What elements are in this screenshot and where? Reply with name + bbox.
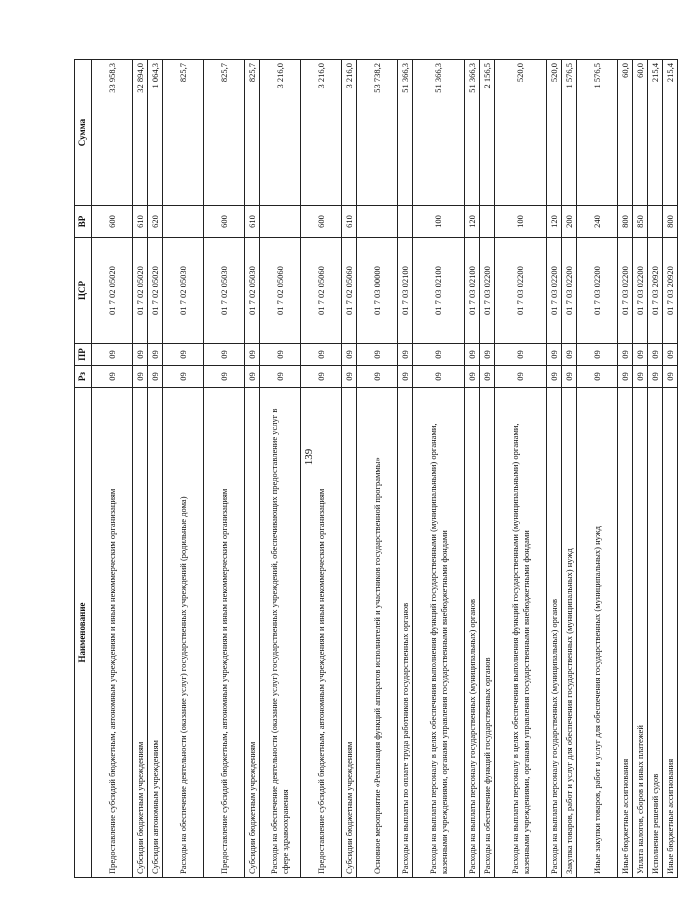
cell-vr: 610	[342, 206, 357, 238]
table-row	[663, 60, 678, 878]
table-row	[260, 60, 301, 878]
cell-name: Расходы на обеспечение деятельности (оказание услуг) государственных учреждений (родильные дома)	[163, 388, 204, 878]
cell-sum: 1 576,5	[577, 60, 618, 206]
table-row	[148, 60, 163, 878]
cell-pr: 09	[547, 344, 562, 366]
cell-rz: 09	[357, 366, 398, 388]
cell-sum: 1 064,3	[148, 60, 163, 206]
cell-csr: 01 7 03 02200	[562, 238, 577, 344]
cell-name: Иные закупки товаров, работ и услуг для обеспечения государственных (муниципальных) нужд	[577, 388, 618, 878]
cell-pr: 09	[618, 344, 633, 366]
cell-csr: 01 7 03 02200	[633, 238, 648, 344]
cell-name: Расходы на выплаты по оплате труда работников государственных органов	[398, 388, 413, 878]
cell-rz: 09	[204, 366, 245, 388]
table-row	[398, 60, 413, 878]
cell-csr: 01 7 03 02200	[547, 238, 562, 344]
table-row	[480, 60, 495, 878]
cell-pr: 09	[480, 344, 495, 366]
table-row	[562, 60, 577, 878]
table-row	[413, 60, 465, 878]
cell-rz: 09	[413, 366, 465, 388]
table-row	[163, 60, 204, 878]
header-name: Наименование	[75, 388, 92, 878]
cell-vr	[480, 206, 495, 238]
cell-vr: 100	[495, 206, 547, 238]
cell-rz: 09	[260, 366, 301, 388]
cell-name: Основное мероприятие «Реализация функций аппаратов исполнителей и участников государственной программы»	[357, 388, 398, 878]
cell-name: Предоставление субсидий бюджетным, автономным учреждениям и иным некоммерческим организациям	[92, 388, 133, 878]
cell-csr: 01 7 03 02100	[398, 238, 413, 344]
cell-name: Расходы на выплаты персоналу государственных (муниципальных) органов	[465, 388, 480, 878]
cell-csr: 01 7 03 02200	[577, 238, 618, 344]
cell-name: Уплата налогов, сборов и иных платежей	[633, 388, 648, 878]
cell-pr: 09	[357, 344, 398, 366]
cell-sum: 825,7	[163, 60, 204, 206]
cell-name: Расходы на обеспечение деятельности (оказание услуг) государственных учреждений, обеспечивающих предоставление услуг в сфере здравоохранения	[260, 388, 301, 878]
table-row	[133, 60, 148, 878]
cell-sum: 520,0	[547, 60, 562, 206]
cell-sum: 3 216,0	[342, 60, 357, 206]
cell-sum: 520,0	[495, 60, 547, 206]
table-row	[204, 60, 245, 878]
cell-name: Субсидии бюджетным учреждениям	[133, 388, 148, 878]
cell-sum: 215,4	[648, 60, 663, 206]
table-row	[92, 60, 133, 878]
cell-vr	[163, 206, 204, 238]
table-row	[301, 60, 342, 878]
cell-name: Субсидии бюджетным учреждениям	[245, 388, 260, 878]
cell-name: Исполнение решений судов	[648, 388, 663, 878]
cell-vr: 120	[547, 206, 562, 238]
cell-rz: 09	[301, 366, 342, 388]
cell-rz: 09	[562, 366, 577, 388]
table-row	[633, 60, 648, 878]
table-row	[648, 60, 663, 878]
cell-csr: 01 7 02 05030	[163, 238, 204, 344]
cell-vr: 100	[413, 206, 465, 238]
table-row	[342, 60, 357, 878]
cell-pr: 09	[342, 344, 357, 366]
cell-sum: 33 958,3	[92, 60, 133, 206]
cell-pr: 09	[398, 344, 413, 366]
cell-csr: 01 7 03 02200	[618, 238, 633, 344]
cell-vr: 600	[92, 206, 133, 238]
rotated-table-wrapper	[74, 60, 675, 878]
cell-pr: 09	[495, 344, 547, 366]
table-row	[357, 60, 398, 878]
cell-vr	[260, 206, 301, 238]
cell-rz: 09	[547, 366, 562, 388]
cell-sum: 825,7	[204, 60, 245, 206]
budget-table	[74, 59, 678, 878]
header-sum: Сумма	[75, 60, 92, 206]
cell-sum: 2 156,5	[480, 60, 495, 206]
cell-rz: 09	[663, 366, 678, 388]
cell-csr: 01 7 03 02100	[465, 238, 480, 344]
cell-sum: 51 366,3	[413, 60, 465, 206]
cell-name: Расходы на выплаты персоналу в целях обеспечения выполнения функций государственными (муниципальными) органами, казенными учреждениями, органами управления государственными внебюджетными фондами	[495, 388, 547, 878]
cell-name: Предоставление субсидий бюджетным, автономным учреждениям и иным некоммерческим организациям	[301, 388, 342, 878]
cell-pr: 09	[413, 344, 465, 366]
cell-vr: 850	[633, 206, 648, 238]
cell-vr: 600	[204, 206, 245, 238]
cell-rz: 09	[495, 366, 547, 388]
cell-sum: 32 894,0	[133, 60, 148, 206]
cell-csr: 01 7 02 05030	[245, 238, 260, 344]
cell-vr	[648, 206, 663, 238]
cell-csr: 01 7 02 05020	[148, 238, 163, 344]
cell-rz: 09	[618, 366, 633, 388]
cell-csr: 01 7 03 02200	[480, 238, 495, 344]
cell-name: Расходы на выплаты персоналу государственных (муниципальных) органов	[547, 388, 562, 878]
cell-rz: 09	[148, 366, 163, 388]
cell-name: Иные бюджетные ассигнования	[618, 388, 633, 878]
table-row	[495, 60, 547, 878]
cell-rz: 09	[398, 366, 413, 388]
cell-sum: 3 216,0	[301, 60, 342, 206]
table-row	[618, 60, 633, 878]
cell-csr: 01 7 02 05060	[342, 238, 357, 344]
cell-vr: 610	[245, 206, 260, 238]
cell-rz: 09	[480, 366, 495, 388]
cell-sum: 215,4	[663, 60, 678, 206]
cell-rz: 09	[245, 366, 260, 388]
budget-table-frame	[74, 60, 675, 878]
cell-pr: 09	[204, 344, 245, 366]
header-csr: ЦСР	[75, 238, 92, 344]
cell-rz: 09	[92, 366, 133, 388]
cell-name: Иные бюджетные ассигнования	[663, 388, 678, 878]
cell-name: Субсидии бюджетным учреждениям	[342, 388, 357, 878]
cell-pr: 09	[465, 344, 480, 366]
cell-csr: 01 7 02 05020	[133, 238, 148, 344]
cell-csr: 01 7 03 20920	[648, 238, 663, 344]
header-vr: ВР	[75, 206, 92, 238]
cell-pr: 09	[648, 344, 663, 366]
header-pr: ПР	[75, 344, 92, 366]
cell-rz: 09	[577, 366, 618, 388]
cell-pr: 09	[633, 344, 648, 366]
cell-vr: 800	[618, 206, 633, 238]
table-row	[465, 60, 480, 878]
cell-name: Расходы на выплаты персоналу в целях обеспечения выполнения функций государственными (муниципальными) органами, казенными учреждениями, органами управления государственными внебюджетными фондами	[413, 388, 465, 878]
cell-name: Предоставление субсидий бюджетным, автономным учреждениям и иным некоммерческим организациям	[204, 388, 245, 878]
cell-sum: 51 366,3	[465, 60, 480, 206]
cell-rz: 09	[342, 366, 357, 388]
cell-csr: 01 7 02 05060	[301, 238, 342, 344]
cell-name: Закупка товаров, работ и услуг для обеспечения государственных (муниципальных) нужд	[562, 388, 577, 878]
cell-csr: 01 7 02 05060	[260, 238, 301, 344]
cell-pr: 09	[133, 344, 148, 366]
cell-csr: 01 7 02 05020	[92, 238, 133, 344]
cell-pr: 09	[245, 344, 260, 366]
cell-vr	[398, 206, 413, 238]
cell-csr: 01 7 03 02100	[413, 238, 465, 344]
cell-pr: 09	[663, 344, 678, 366]
cell-rz: 09	[633, 366, 648, 388]
cell-sum: 60,0	[633, 60, 648, 206]
table-header-row	[75, 60, 92, 878]
cell-vr: 240	[577, 206, 618, 238]
cell-csr: 01 7 02 05030	[204, 238, 245, 344]
cell-pr: 09	[163, 344, 204, 366]
cell-sum: 1 576,5	[562, 60, 577, 206]
cell-rz: 09	[163, 366, 204, 388]
page-number: 139	[303, 448, 315, 466]
cell-name: Расходы на обеспечение функций государственных органов	[480, 388, 495, 878]
cell-pr: 09	[301, 344, 342, 366]
cell-vr: 120	[465, 206, 480, 238]
cell-pr: 09	[260, 344, 301, 366]
table-row	[577, 60, 618, 878]
table-row	[547, 60, 562, 878]
cell-pr: 09	[92, 344, 133, 366]
cell-name: Субсидии автономным учреждениям	[148, 388, 163, 878]
cell-csr: 01 7 03 20920	[663, 238, 678, 344]
cell-sum: 3 216,0	[260, 60, 301, 206]
cell-rz: 09	[133, 366, 148, 388]
cell-vr: 800	[663, 206, 678, 238]
cell-sum: 825,7	[245, 60, 260, 206]
cell-csr: 01 7 03 02200	[495, 238, 547, 344]
cell-sum: 51 366,3	[398, 60, 413, 206]
cell-pr: 09	[562, 344, 577, 366]
cell-vr: 620	[148, 206, 163, 238]
cell-vr: 200	[562, 206, 577, 238]
cell-sum: 53 738,2	[357, 60, 398, 206]
cell-vr: 610	[133, 206, 148, 238]
cell-vr: 600	[301, 206, 342, 238]
cell-rz: 09	[465, 366, 480, 388]
table-row	[245, 60, 260, 878]
cell-pr: 09	[577, 344, 618, 366]
cell-rz: 09	[648, 366, 663, 388]
cell-pr: 09	[148, 344, 163, 366]
header-rz: Рз	[75, 366, 92, 388]
cell-vr	[357, 206, 398, 238]
cell-sum: 60,0	[618, 60, 633, 206]
cell-csr: 01 7 03 00000	[357, 238, 398, 344]
